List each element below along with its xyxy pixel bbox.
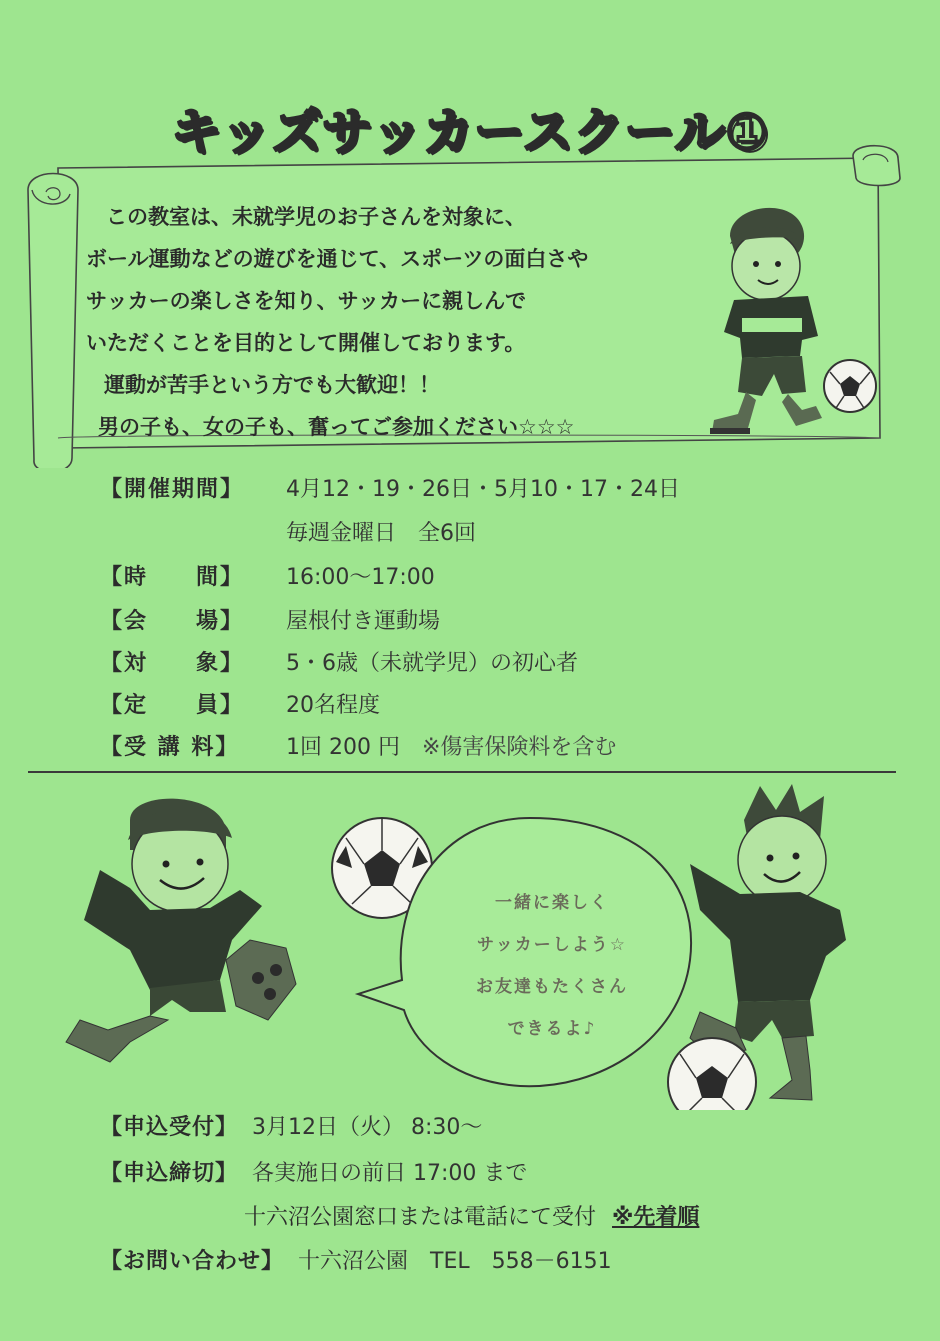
intro-line: サッカーの楽しさを知り、サッカーに親しんで bbox=[86, 289, 527, 313]
apply-value: 各実施日の前日 17:00 まで bbox=[252, 1161, 528, 1186]
detail-label: 【時 間】 bbox=[100, 565, 245, 590]
intro-line: ボール運動などの遊びを通じて、スポーツの面白さや bbox=[86, 247, 589, 271]
detail-label: 【開催期間】 bbox=[100, 477, 245, 502]
apply-contact-row bbox=[100, 1244, 612, 1275]
apply-label: 【申込受付】 bbox=[100, 1115, 239, 1140]
detail-label: 【定 員】 bbox=[100, 693, 245, 718]
apply-reception-row bbox=[100, 1110, 482, 1141]
speech-bubble-text bbox=[452, 882, 652, 1050]
detail-value: 5・6歳（未就学児）の初心者 bbox=[286, 651, 578, 676]
page-title: キッズサッカースクール① bbox=[171, 103, 769, 161]
fee-amount: 1回 200 円 bbox=[286, 735, 400, 760]
bubble-line: サッカーしよう☆ bbox=[477, 935, 627, 955]
detail-value: 毎週金曜日 全6回 bbox=[286, 521, 476, 546]
fee-note: ※傷害保険料を含む bbox=[421, 735, 617, 760]
apply-deadline-sub-row bbox=[244, 1200, 699, 1231]
detail-value: 屋根付き運動場 bbox=[286, 609, 441, 634]
apply-value: 十六沼公園窓口または電話にて受付 bbox=[244, 1205, 597, 1230]
detail-value: 16:00～17:00 bbox=[286, 565, 435, 590]
bubble-line: 一緒に楽しく bbox=[495, 893, 609, 913]
apply-deadline-row bbox=[100, 1156, 527, 1187]
boy-kicking-illustration bbox=[690, 196, 890, 436]
intro-text bbox=[86, 196, 706, 448]
detail-value bbox=[286, 730, 616, 761]
detail-label: 【受 講 料】 bbox=[100, 735, 240, 760]
intro-line: 男の子も、女の子も、奮ってご参加ください☆☆☆ bbox=[98, 415, 575, 439]
section-divider bbox=[28, 771, 896, 773]
detail-value: 4月12・19・26日・5月10・17・24日 bbox=[286, 477, 680, 502]
intro-line: いただくことを目的として開催しております。 bbox=[86, 331, 526, 355]
detail-label: 【対 象】 bbox=[100, 651, 245, 676]
intro-line: 運動が苦手という方でも大歓迎！！ bbox=[104, 373, 440, 397]
first-come-note: ※先着順 bbox=[612, 1205, 700, 1230]
detail-label: 【会 場】 bbox=[100, 609, 245, 634]
bubble-line: お友達もたくさん bbox=[476, 977, 628, 997]
detail-value: 20名程度 bbox=[286, 693, 380, 718]
apply-label: 【申込締切】 bbox=[100, 1161, 239, 1186]
contact-value: 十六沼公園 TEL 558－6151 bbox=[298, 1249, 612, 1274]
bubble-line: できるよ♪ bbox=[507, 1019, 597, 1039]
apply-value: 3月12日（火） 8:30～ bbox=[252, 1115, 483, 1140]
intro-line: この教室は、未就学児のお子さんを対象に、 bbox=[106, 205, 526, 229]
apply-label: 【お問い合わせ】 bbox=[100, 1249, 285, 1274]
